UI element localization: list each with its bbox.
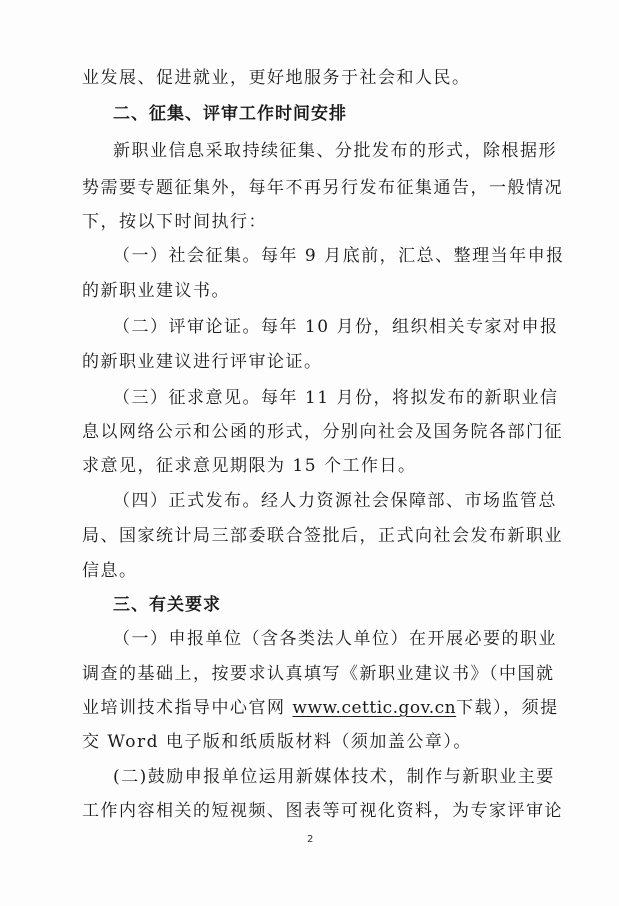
paragraph-line: 交 Word 电子版和纸质版材料（须加盖公章）。: [82, 732, 472, 752]
paragraph-line: 工作内容相关的短视频、图表等可视化资料，为专家评审论: [82, 801, 563, 821]
paragraph-line: 业发展、促进就业，更好地服务于社会和人民。: [82, 68, 471, 88]
paragraph-line: 势需要专题征集外，每年不再另行发布征集通告，一般情况: [82, 178, 563, 198]
paragraph-line: 调查的基础上，按要求认真填写《新职业建议书》（中国就: [82, 664, 555, 684]
paragraph-line: （二）评审论证。每年 10 月份，组织相关专家对申报: [113, 317, 559, 337]
paragraph-line: （一）社会征集。每年 9 月底前，汇总、整理当年申报: [113, 246, 565, 266]
paragraph-line: [82, 697, 559, 719]
paragraph-line: 新职业信息采取持续征集、分批发布的形式，除根据形: [113, 141, 557, 161]
page-number: 2: [307, 834, 314, 845]
section-heading: 二、征集、评审工作时间安排: [113, 104, 347, 124]
line-text: 业培训技术指导中心官网: [82, 698, 293, 718]
paragraph-line: 求意见，征求意见期限为 15 个工作日。: [82, 456, 417, 476]
paragraph-line: 信息。: [82, 561, 138, 581]
paragraph-line: 的新职业建议书。: [82, 281, 230, 301]
paragraph-line: 局、国家统计局三部委联合签批后，正式向社会发布新职业: [82, 526, 563, 546]
paragraph-line: (二)鼓励申报单位运用新媒体技术，制作与新职业主要: [113, 767, 555, 787]
paragraph-line: 息以网络公示和公函的形式，分别向社会及国务院各部门征: [82, 422, 563, 442]
paragraph-line: （四）正式发布。经人力资源社会保障部、市场监管总: [113, 491, 557, 511]
line-text: 下载），须提: [456, 698, 559, 718]
website-link[interactable]: www.cettic.gov.cn: [292, 698, 457, 718]
paragraph-line: 的新职业建议进行评审论证。: [82, 352, 323, 372]
section-heading: 三、有关要求: [113, 595, 221, 615]
paragraph-line: 下，按以下时间执行：: [82, 212, 267, 232]
paragraph-line: （三）征求意见。每年 11 月份，将拟发布的新职业信: [113, 388, 559, 408]
paragraph-line: （一）申报单位（含各类法人单位）在开展必要的职业: [113, 629, 557, 649]
